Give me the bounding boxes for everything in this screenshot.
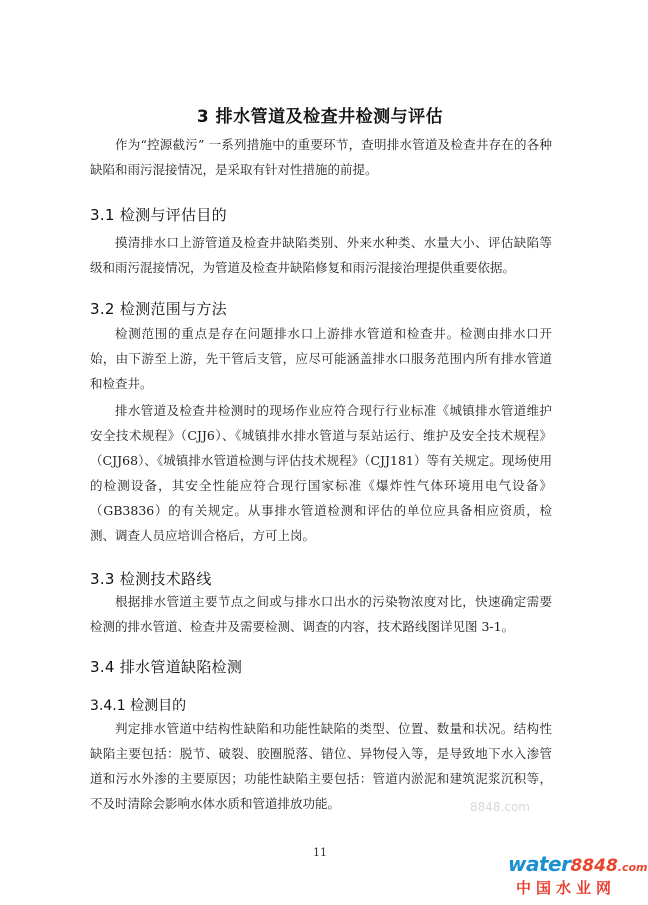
section-3-3-heading: 3.3 检测技术路线 <box>90 570 212 588</box>
section-3-3-paragraph: 根据排水管道主要节点之间或与排水口出水的污染物浓度对比，快速确定需要检测的排水管道、检查井及需要检测、调查的内容，技术路线图详见图 3-1。 <box>90 594 552 634</box>
section-3-1-paragraph: 摸清排水口上游管道及检查井缺陷类别、外来水种类、水量大小、评估缺陷等级和雨污混接情况，为管道及检查井缺陷修复和雨污混接治理提供重要依据。 <box>90 235 552 275</box>
logo-chinese-text: 中国水业网 <box>516 879 617 897</box>
page-number: 11 <box>313 846 327 859</box>
logo-number-text: 8848 <box>570 856 618 876</box>
section-3-4-1-paragraph: 判定排水管道中结构性缺陷和功能性缺陷的类型、位置、数量和状况。结构性缺陷主要包括：脱节、破裂、胶圈脱落、错位、异物侵入等，是导致地下水入渗管道和污水外渗的主要原因；功能性缺陷主要包括：管道内淤泥和建筑泥浆沉积等，不及时清除会影响水体水质和管道排放功能。 <box>90 721 552 811</box>
logo-water-text: water <box>508 852 571 876</box>
section-3-4-1-heading: 3.4.1 检测目的 <box>90 698 187 714</box>
logo-english <box>508 852 648 876</box>
section-3-2-paragraph-2: 排水管道及检查井检测时的现场作业应符合现行行业标准《城镇排水管道维护安全技术规程》（CJJ6）、《城镇排水排水管道与泵站运行、维护及安全技术规程》（CJJ68）、《城镇排水管道检测与评估技术规程》（CJJ181）等有关规定。现场使用的检测设备，其安全性能应符合现行国家标准《爆炸性气体环境用电气设备》（GB3836）的有关规定。从事排水管道检测和评估的单位应具备相应资质，检测、调查人员应培训合格后，方可上岗。 <box>90 403 552 543</box>
section-3-2-paragraph-1: 检测范围的重点是存在问题排水口上游排水管道和检查井。检测由排水口开始，由下游至上游，先干管后支管，应尽可能涵盖排水口服务范围内所有排水管道和检查井。 <box>90 326 552 391</box>
section-3-2-heading: 3.2 检测范围与方法 <box>90 300 227 318</box>
site-logo <box>508 850 648 900</box>
logo-suffix-text: .com <box>617 861 648 874</box>
chapter-title: 3 排水管道及检查井检测与评估 <box>196 107 444 127</box>
section-3-4-heading: 3.4 排水管道缺陷检测 <box>90 658 243 676</box>
section-3-1-heading: 3.1 检测与评估目的 <box>90 206 227 224</box>
intro-paragraph: 作为“控源截污” 一系列措施中的重要环节，查明排水管道及检查井存在的各种缺陷和雨污混接情况，是采取有针对性措施的前提。 <box>90 137 552 177</box>
faint-watermark: 8848.com <box>470 800 530 814</box>
